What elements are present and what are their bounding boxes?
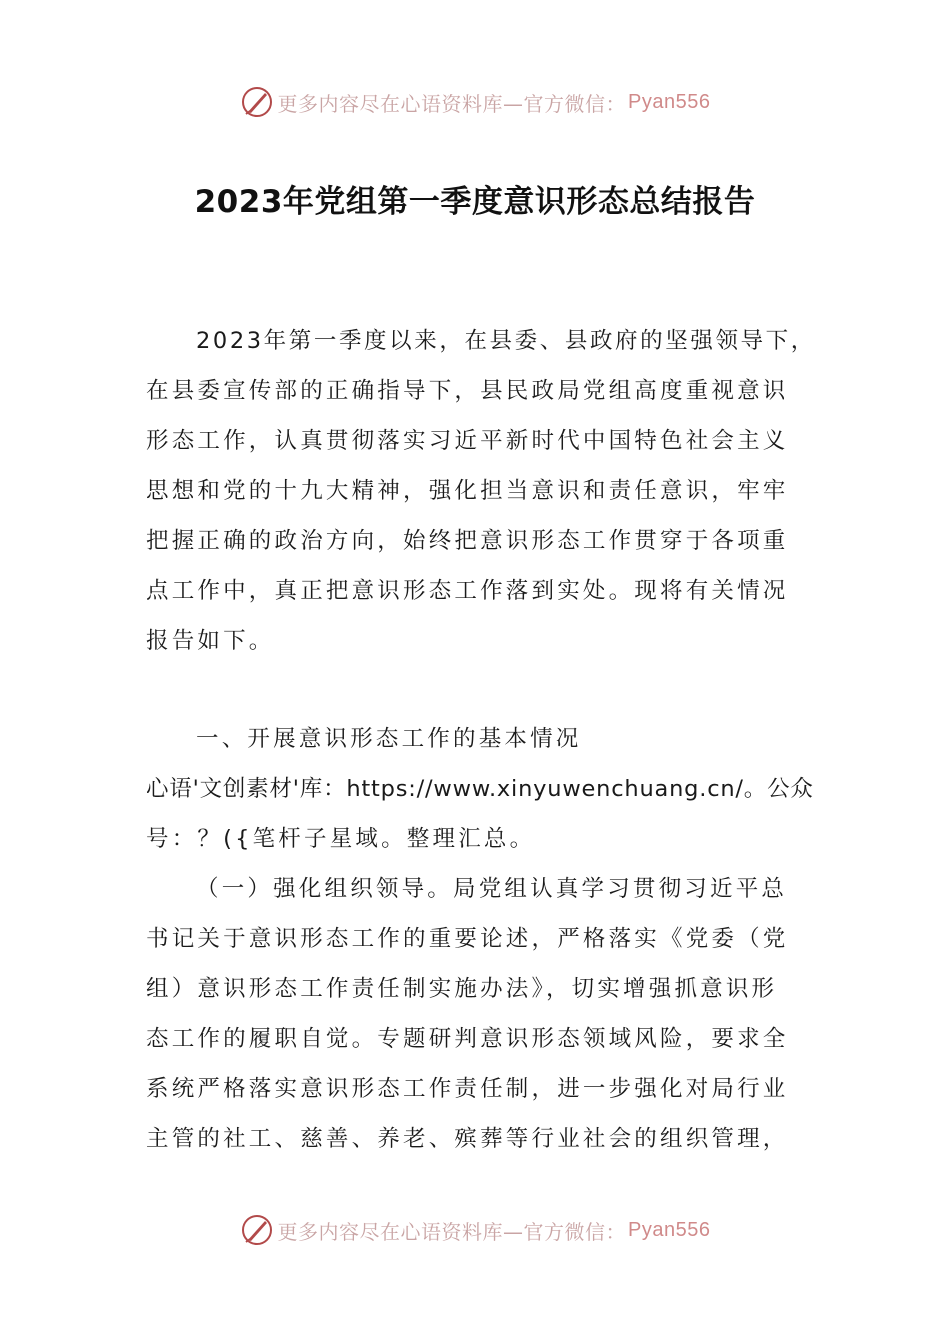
quill-logo-icon: [240, 1213, 274, 1247]
subsection-line-2: 书记关于意识形态工作的重要论述，严格落实《党委（党: [146, 926, 789, 952]
intro-line-6: 点工作中，真正把意识形态工作落到实处。现将有关情况: [146, 578, 789, 604]
intro-line-4: 思想和党的十九大精神，强化担当意识和责任意识，牢牢: [146, 478, 789, 504]
watermark-text: 更多内容尽在心语资料库—官方微信：: [277, 91, 627, 116]
footer-watermark: [0, 1210, 950, 1250]
intro-line-7: 报告如下。: [146, 628, 275, 654]
intro-line-3: 形态工作，认真贯彻落实习近平新时代中国特色社会主义: [146, 428, 789, 454]
subsection-line-5: 系统严格落实意识形态工作责任制，进一步强化对局行业: [146, 1076, 789, 1102]
source-note-line-2: 号：？({笔杆子星域。整理汇总。: [146, 826, 536, 852]
subsection-line-6: 主管的社工、慈善、养老、殡葬等行业社会的组织管理，: [146, 1126, 789, 1152]
subsection-line-3: 组）意识形态工作责任制实施办法》，切实增强抓意识形: [146, 976, 778, 1002]
subsection-line-1: （一）强化组织领导。局党组认真学习贯彻习近平总: [196, 876, 788, 902]
intro-line-1: 2023年第一季度以来，在县委、县政府的坚强领导下，: [196, 328, 816, 354]
quill-logo-icon: [240, 85, 274, 119]
header-watermark: [0, 82, 950, 122]
watermark-text: 更多内容尽在心语资料库—官方微信：: [277, 1219, 627, 1244]
watermark-handle: Pyan556: [628, 90, 711, 113]
intro-line-2: 在县委宣传部的正确指导下，县民政局党组高度重视意识: [146, 378, 789, 404]
section-heading: 一、开展意识形态工作的基本情况: [196, 726, 582, 752]
source-note-line-1: 心语'文创素材'库：https://www.xinyuwenchuang.cn/。公众: [146, 776, 814, 802]
intro-line-5: 把握正确的政治方向，始终把意识形态工作贯穿于各项重: [146, 528, 789, 554]
watermark-handle: Pyan556: [628, 1218, 711, 1241]
subsection-line-4: 态工作的履职自觉。专题研判意识形态领域风险，要求全: [146, 1026, 789, 1052]
document-title: 2023年党组第一季度意识形态总结报告: [194, 184, 756, 220]
